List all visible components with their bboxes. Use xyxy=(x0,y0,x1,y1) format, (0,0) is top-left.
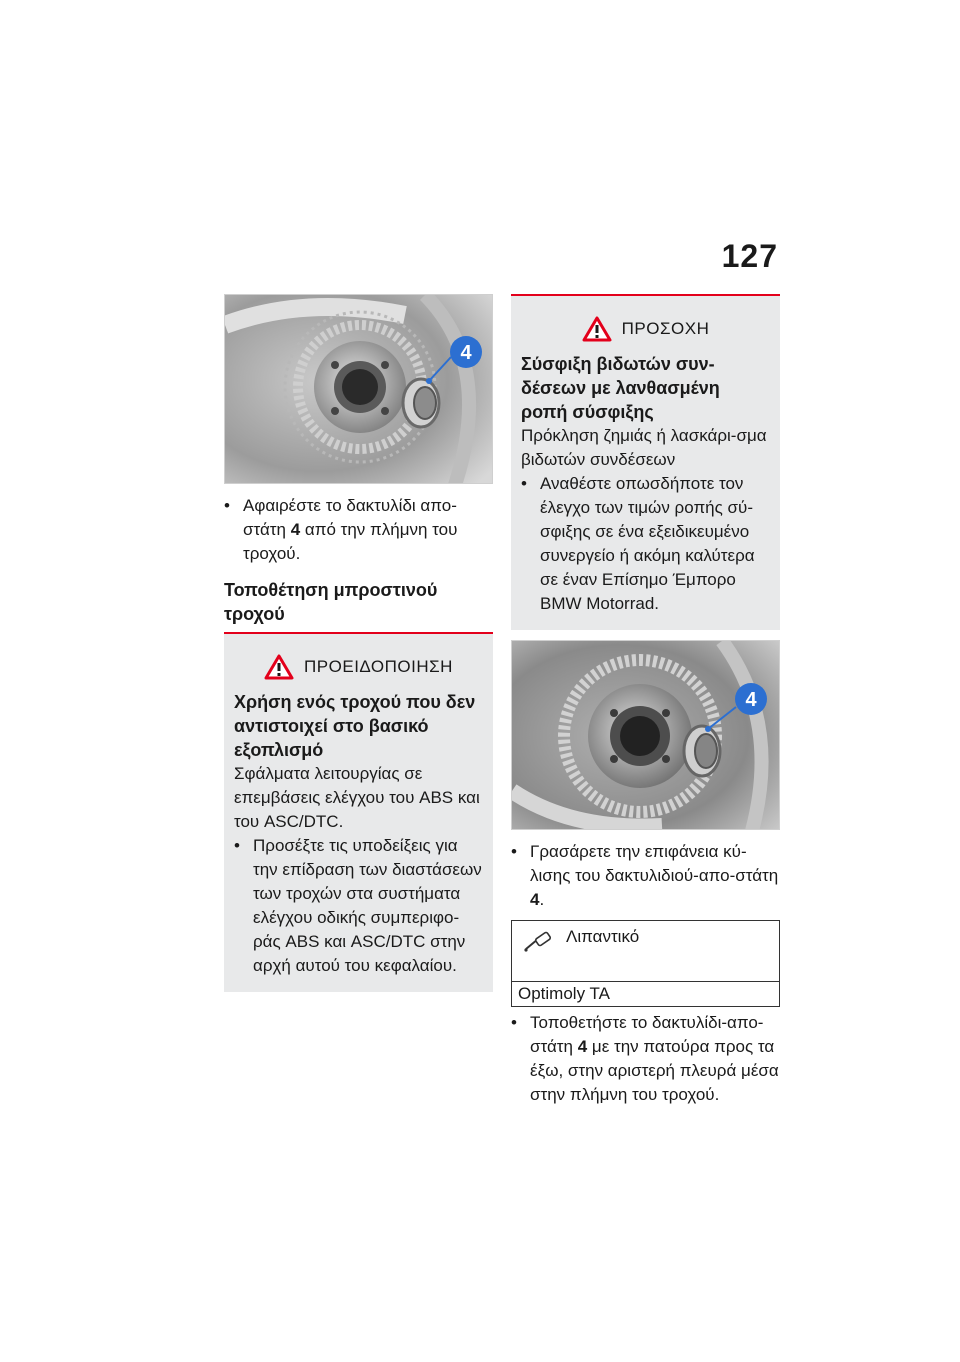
wheel-hub-photo xyxy=(224,294,493,484)
wheel-hub-photo-2 xyxy=(511,640,780,830)
step-text: με την πατούρα προς τα έξω, στην αριστερή πλευρά μέσα στην πλήμνη του τροχού. xyxy=(530,1037,779,1104)
warning-description: Σφάλματα λειτουργίας σε επεμβάσεις ελέγχου του ABS και του ASC/DTC. xyxy=(234,764,480,831)
warning-triangle-icon xyxy=(582,316,612,342)
caution-action-text: Αναθέστε οπωσδήποτε τον έλεγχο των τιμών ροπής σύ-σφιξης σε ένα εξειδικευμένο συνεργείο ή ακόμη καλύτερα σε έναν Επίσημο Έμπορο BMW Motorrad. xyxy=(540,474,755,613)
bullet-mark: • xyxy=(521,474,527,493)
lubricant-label: Λιπαντικό xyxy=(566,927,640,946)
lubricant-value: Optimoly TA xyxy=(512,981,779,1006)
step-install-spacer xyxy=(511,1011,780,1107)
caution-description: Πρόκληση ζημιάς ή λασκάρι-σμα βιδωτών συνδέσεων xyxy=(521,426,767,469)
part-reference: 4 xyxy=(530,890,540,909)
lubricant-box xyxy=(511,920,780,1007)
step-text: . xyxy=(539,890,545,909)
step-text: Γρασάρετε την επιφάνεια κύ-λισης του δακτυλιδιού-απο-στάτη xyxy=(530,842,779,885)
callout-number: 4 xyxy=(745,689,757,711)
bullet-mark: • xyxy=(511,842,517,861)
left-column xyxy=(224,294,493,992)
step-remove-spacer xyxy=(224,494,493,566)
bullet-mark: • xyxy=(234,836,240,855)
warning-triangle-icon xyxy=(264,654,294,680)
step-text: Τοποθετήστε το δακτυλίδι-απο-στάτη xyxy=(530,1013,764,1056)
right-column xyxy=(511,294,780,1107)
bullet-mark: • xyxy=(224,496,230,515)
warning-label: ΠΡΟΕΙΔΟΠΟΙΗΣΗ xyxy=(304,657,453,676)
caution-action xyxy=(521,472,770,616)
callout-number: 4 xyxy=(460,342,472,364)
grease-gun-icon xyxy=(524,931,554,953)
part-reference: 4 xyxy=(577,1037,588,1056)
step-text: από την πλήμνη του τροχού. xyxy=(243,520,458,563)
warning-action-text: Προσέξτε τις υποδείξεις για την επίδραση των διαστάσεων των τροχών στα συστήματα ελέγχου οδικής συμπεριφο-ράς ABS και ASC/DTC στην αρχή αυτού του κεφαλαίου. xyxy=(253,836,482,975)
caution-label: ΠΡΟΣΟΧΗ xyxy=(621,319,710,338)
warning-box xyxy=(224,634,493,992)
step-text: Αφαιρέστε το δακτυλίδι απο-στάτη xyxy=(243,496,457,539)
caution-title: Σύσφιξη βιδωτών συν-δέσεων με λανθασμένη ροπή σύσφιξης xyxy=(521,354,720,422)
warning-header xyxy=(234,654,483,680)
lubricant-header xyxy=(512,921,779,981)
wheel-hub-illustration xyxy=(512,641,780,830)
warning-title: Χρήση ενός τροχού που δεν αντιστοιχεί στο βασικό εξοπλισμό xyxy=(234,692,476,760)
section-title: Τοποθέτηση μπροστινού τροχού xyxy=(224,578,493,634)
caution-header xyxy=(521,316,770,342)
wheel-hub-illustration xyxy=(225,295,493,484)
step-grease-spacer xyxy=(511,840,780,912)
bullet-mark: • xyxy=(511,1013,517,1032)
warning-action xyxy=(234,834,483,978)
page-number: 127 xyxy=(721,238,778,274)
caution-box xyxy=(511,294,780,630)
part-reference: 4 xyxy=(290,520,301,539)
